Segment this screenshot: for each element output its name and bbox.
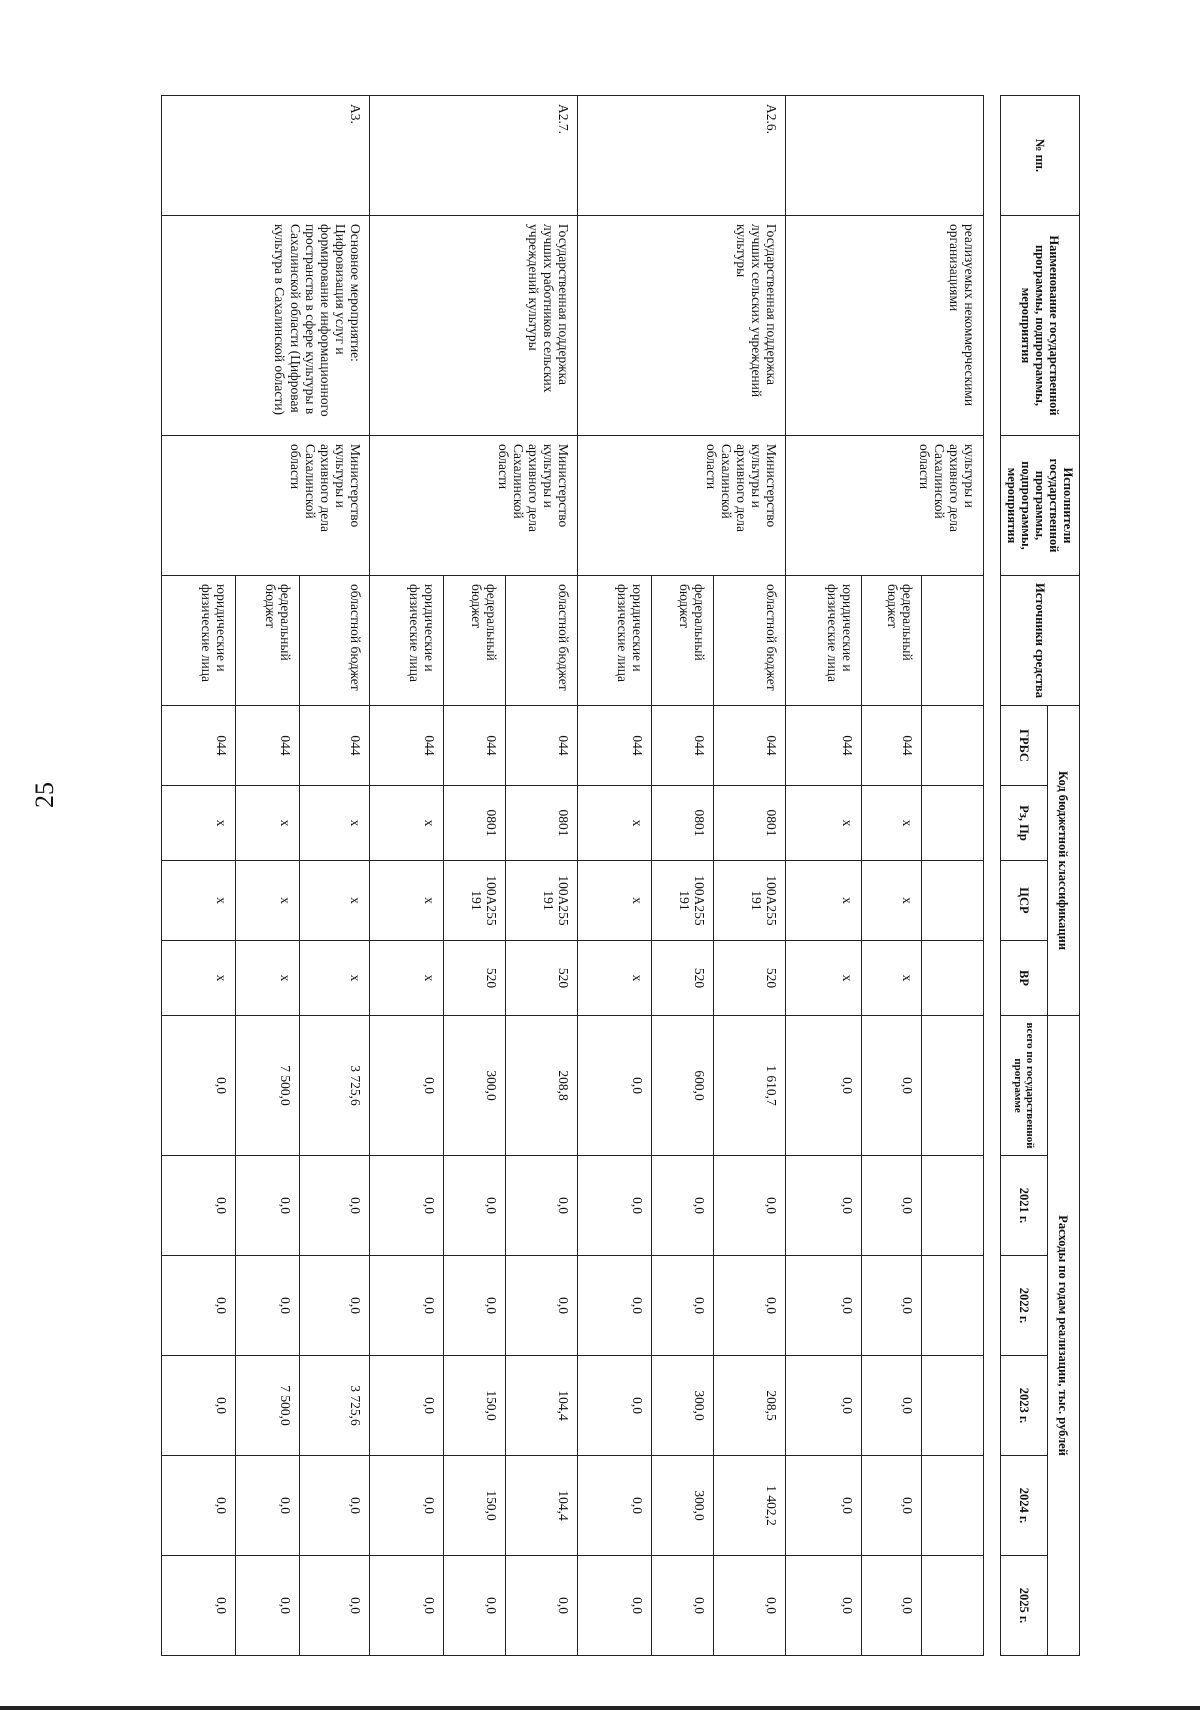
cell-csr: x [370, 861, 444, 941]
cell-total: 0,0 [578, 1016, 652, 1156]
col-budget-code: Код бюджетной классификации [1047, 706, 1079, 1016]
cell-2021: 0,0 [862, 1156, 922, 1256]
cell-total: 300,0 [444, 1016, 506, 1156]
cell-csr: 100А255 191 [714, 861, 786, 941]
row-source: федеральный бюджет [862, 576, 922, 706]
cell-total: 600,0 [652, 1016, 714, 1156]
col-2023: 2023 г. [1001, 1356, 1048, 1456]
cell-2024: 300,0 [652, 1456, 714, 1556]
cell-rzpr: x [370, 786, 444, 861]
cell-csr: 100А255 191 [652, 861, 714, 941]
table-row [922, 96, 984, 1656]
cell-2023: 7 500,0 [236, 1356, 300, 1456]
cell-csr: 100А255 191 [444, 861, 506, 941]
cell-rzpr: x [862, 786, 922, 861]
cell-rzpr: 0801 [714, 786, 786, 861]
row-source: федеральный бюджет [444, 576, 506, 706]
cell-rzpr: 0801 [506, 786, 578, 861]
cell-rzpr: x [578, 786, 652, 861]
cell-2022: 0,0 [236, 1256, 300, 1356]
col-executors: Исполнители государственной программы, подпрограммы, мероприятия [1001, 436, 1080, 576]
cell-2022: 0,0 [370, 1256, 444, 1356]
cell-grbs: 044 [444, 706, 506, 786]
col-sources: Источники средства [1001, 576, 1080, 706]
cell-2025: 0,0 [714, 1556, 786, 1656]
page-number: 25 [30, 782, 59, 808]
cell-rzpr: x [162, 786, 236, 861]
col-expenses: Расходы по годам реализации, тыс. рублей [1047, 1016, 1079, 1656]
cell-2021: 0,0 [370, 1156, 444, 1256]
cell-2024: 0,0 [370, 1456, 444, 1556]
cell-2023: 3 725,6 [300, 1356, 370, 1456]
header-row-1 [1047, 96, 1079, 1656]
cell-grbs: 044 [652, 706, 714, 786]
col-2022: 2022 г. [1001, 1256, 1048, 1356]
cell-grbs: 044 [370, 706, 444, 786]
cell-2025 [922, 1556, 984, 1656]
cell-2022: 0,0 [506, 1256, 578, 1356]
cell-vr: x [786, 941, 862, 1016]
cell-vr: x [300, 941, 370, 1016]
row-executor: Министерство культуры и архивного дела Сахалинской области [578, 436, 786, 576]
row-source: областной бюджет [300, 576, 370, 706]
row-name: реализуемых некоммерческими организациями [786, 216, 984, 436]
cell-2025: 0,0 [370, 1556, 444, 1656]
cell-2023: 104,4 [506, 1356, 578, 1456]
cell-vr: 520 [444, 941, 506, 1016]
cell-csr: x [786, 861, 862, 941]
cell-rzpr: x [300, 786, 370, 861]
cell-csr: x [300, 861, 370, 941]
cell-2022: 0,0 [786, 1256, 862, 1356]
col-2024: 2024 г. [1001, 1456, 1048, 1556]
row-num [786, 96, 984, 216]
cell-2021: 0,0 [444, 1156, 506, 1256]
col-2025: 2025 г. [1001, 1556, 1048, 1656]
row-source: юридические и физические лица [370, 576, 444, 706]
cell-grbs: 044 [162, 706, 236, 786]
cell-2023: 0,0 [370, 1356, 444, 1456]
header-spacer [984, 96, 1001, 1656]
cell-csr: x [236, 861, 300, 941]
cell-2022: 0,0 [652, 1256, 714, 1356]
row-source: федеральный бюджет [236, 576, 300, 706]
row-executor: Министерство культуры и архивного дела Сахалинской области [162, 436, 370, 576]
cell-vr: x [862, 941, 922, 1016]
cell-2024: 0,0 [862, 1456, 922, 1556]
cell-vr: 520 [652, 941, 714, 1016]
cell-2022: 0,0 [578, 1256, 652, 1356]
cell-2024: 0,0 [578, 1456, 652, 1556]
row-source [922, 576, 984, 706]
cell-2025: 0,0 [300, 1556, 370, 1656]
cell-2024: 1 402,2 [714, 1456, 786, 1556]
cell-grbs: 044 [300, 706, 370, 786]
cell-2024: 104,4 [506, 1456, 578, 1556]
row-source: федеральный бюджет [652, 576, 714, 706]
cell-2025: 0,0 [862, 1556, 922, 1656]
cell-rzpr [922, 786, 984, 861]
cell-grbs: 044 [578, 706, 652, 786]
cell-2021: 0,0 [652, 1156, 714, 1256]
cell-vr: x [236, 941, 300, 1016]
cell-grbs: 044 [786, 706, 862, 786]
cell-2023: 0,0 [578, 1356, 652, 1456]
cell-2024 [922, 1456, 984, 1556]
cell-total: 7 500,0 [236, 1016, 300, 1156]
cell-rzpr: x [786, 786, 862, 861]
cell-2021: 0,0 [506, 1156, 578, 1256]
row-name: Государственная поддержка лучших сельских учреждений культуры [578, 216, 786, 436]
cell-vr: 520 [506, 941, 578, 1016]
cell-grbs: 044 [506, 706, 578, 786]
cell-2022: 0,0 [862, 1256, 922, 1356]
cell-2024: 0,0 [786, 1456, 862, 1556]
row-source: юридические и физические лица [162, 576, 236, 706]
cell-vr: x [370, 941, 444, 1016]
cell-2022: 0,0 [444, 1256, 506, 1356]
table-row [506, 96, 578, 1656]
row-num: А2.7. [370, 96, 578, 216]
row-executor: Министерство культуры и архивного дела Сахалинской области [370, 436, 578, 576]
cell-total [922, 1016, 984, 1156]
row-num: А3. [162, 96, 370, 216]
budget-table [161, 95, 1080, 1656]
cell-2023: 0,0 [786, 1356, 862, 1456]
cell-2023: 300,0 [652, 1356, 714, 1456]
col-2021: 2021 г. [1001, 1156, 1048, 1256]
row-source: областной бюджет [506, 576, 578, 706]
cell-csr: 100А255 191 [506, 861, 578, 941]
cell-2022: 0,0 [162, 1256, 236, 1356]
cell-2023: 208,5 [714, 1356, 786, 1456]
cell-grbs [922, 706, 984, 786]
row-source: юридические и физические лица [578, 576, 652, 706]
cell-2025: 0,0 [162, 1556, 236, 1656]
col-name: Наименование государственной программы, подпрограммы, мероприятия [1001, 216, 1080, 436]
cell-2024: 150,0 [444, 1456, 506, 1556]
cell-2023: 0,0 [162, 1356, 236, 1456]
table-row [300, 96, 370, 1656]
cell-2021: 0,0 [786, 1156, 862, 1256]
row-num: А2.6. [578, 96, 786, 216]
cell-grbs: 044 [862, 706, 922, 786]
budget-table-rotated [80, 95, 1080, 1655]
cell-csr: x [578, 861, 652, 941]
cell-2023: 150,0 [444, 1356, 506, 1456]
row-source: юридические и физические лица [786, 576, 862, 706]
cell-total: 0,0 [786, 1016, 862, 1156]
scan-bottom-edge [0, 1706, 1200, 1710]
cell-csr: x [862, 861, 922, 941]
col-csr: ЦСР [1001, 861, 1048, 941]
cell-2023 [922, 1356, 984, 1456]
cell-2021: 0,0 [714, 1156, 786, 1256]
col-rzpr: Рз, Пр [1001, 786, 1048, 861]
cell-vr [922, 941, 984, 1016]
col-vr: ВР [1001, 941, 1048, 1016]
cell-total: 0,0 [862, 1016, 922, 1156]
cell-2021 [922, 1156, 984, 1256]
row-source: областной бюджет [714, 576, 786, 706]
row-executor: культуры и архивного дела Сахалинской области [786, 436, 984, 576]
cell-2021: 0,0 [578, 1156, 652, 1256]
cell-vr: 520 [714, 941, 786, 1016]
cell-2022 [922, 1256, 984, 1356]
cell-2021: 0,0 [236, 1156, 300, 1256]
row-name: Основное мероприятие: Цифровизация услуг и формирование информационного пространства в сфере культуры в Сахалинской области (Цифровая культура в Сахалинской области) [162, 216, 370, 436]
cell-2024: 0,0 [300, 1456, 370, 1556]
col-grbs: ГРБС [1001, 706, 1048, 786]
cell-rzpr: 0801 [652, 786, 714, 861]
cell-2022: 0,0 [300, 1256, 370, 1356]
cell-total: 0,0 [162, 1016, 236, 1156]
cell-2025: 0,0 [444, 1556, 506, 1656]
cell-2025: 0,0 [236, 1556, 300, 1656]
cell-2021: 0,0 [162, 1156, 236, 1256]
cell-rzpr: 0801 [444, 786, 506, 861]
cell-csr [922, 861, 984, 941]
cell-total: 208,8 [506, 1016, 578, 1156]
cell-vr: x [578, 941, 652, 1016]
cell-2023: 0,0 [862, 1356, 922, 1456]
table-row [714, 96, 786, 1656]
cell-csr: x [162, 861, 236, 941]
cell-total: 3 725,6 [300, 1016, 370, 1156]
cell-2021: 0,0 [300, 1156, 370, 1256]
col-num: № пп. [1001, 96, 1080, 216]
cell-2024: 0,0 [236, 1456, 300, 1556]
row-name: Государственная поддержка лучших работников сельских учреждений культуры [370, 216, 578, 436]
cell-2025: 0,0 [652, 1556, 714, 1656]
cell-total: 0,0 [370, 1016, 444, 1156]
cell-2022: 0,0 [714, 1256, 786, 1356]
col-total: всего по государственной программе [1001, 1016, 1048, 1156]
cell-grbs: 044 [236, 706, 300, 786]
cell-2024: 0,0 [162, 1456, 236, 1556]
cell-total: 1 610,7 [714, 1016, 786, 1156]
cell-2025: 0,0 [578, 1556, 652, 1656]
cell-grbs: 044 [714, 706, 786, 786]
cell-rzpr: x [236, 786, 300, 861]
cell-2025: 0,0 [506, 1556, 578, 1656]
cell-2025: 0,0 [786, 1556, 862, 1656]
cell-vr: x [162, 941, 236, 1016]
